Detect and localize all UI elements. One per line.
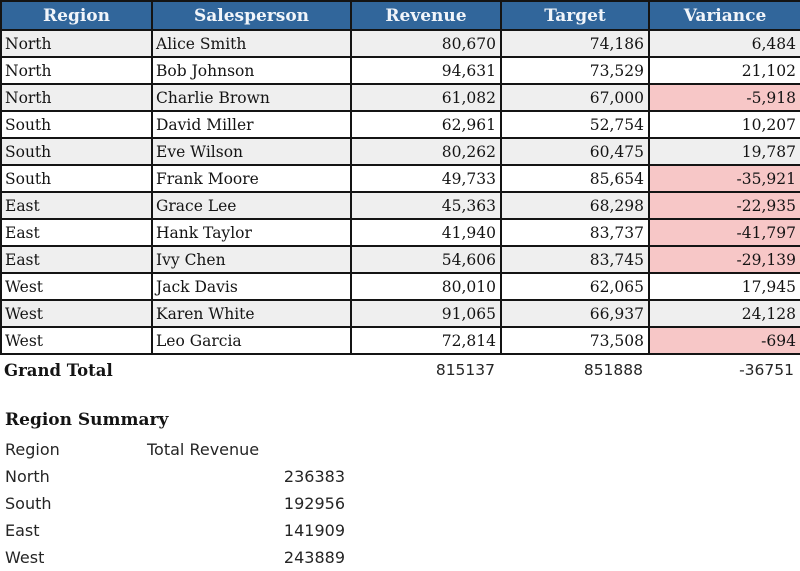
summary-total: 141909 [283,521,345,540]
cell-revenue: 94,631 [351,57,501,84]
cell-target: 67,000 [501,84,649,111]
cell-target: 83,745 [501,246,649,273]
cell-salesperson: Ivy Chen [152,246,351,273]
cell-revenue: 62,961 [351,111,501,138]
cell-target: 52,754 [501,111,649,138]
cell-revenue: 54,606 [351,246,501,273]
summary-header-row [0,436,360,463]
cell-region: West [1,300,152,327]
cell-variance: 6,484 [649,30,800,57]
summary-row [0,490,360,517]
cell-region: East [1,219,152,246]
summary-header-region: Region [5,440,60,459]
cell-target: 73,529 [501,57,649,84]
cell-variance: 17,945 [649,273,800,300]
grand-total-variance: -36751 [739,361,794,379]
grand-total-label: Grand Total [4,360,113,380]
cell-region: East [1,192,152,219]
col-header-region: Region [1,1,152,30]
cell-region: South [1,138,152,165]
table-row [1,84,800,111]
cell-revenue: 41,940 [351,219,501,246]
table-row [1,246,800,273]
cell-target: 83,737 [501,219,649,246]
cell-salesperson: Bob Johnson [152,57,351,84]
cell-salesperson: David Miller [152,111,351,138]
table-row [1,327,800,354]
cell-salesperson: Alice Smith [152,30,351,57]
grand-total-target: 851888 [583,361,643,379]
cell-region: North [1,57,152,84]
cell-region: West [1,273,152,300]
grand-total-revenue: 815137 [435,361,495,379]
col-header-revenue: Revenue [351,1,501,30]
cell-target: 85,654 [501,165,649,192]
cell-variance: 21,102 [649,57,800,84]
summary-row [0,544,360,571]
cell-target: 60,475 [501,138,649,165]
cell-region: North [1,30,152,57]
cell-variance: -5,918 [649,84,800,111]
cell-revenue: 80,010 [351,273,501,300]
cell-variance: -29,139 [649,246,800,273]
header-row [1,1,800,30]
table-row [1,111,800,138]
cell-region: South [1,165,152,192]
table-row [1,300,800,327]
sales-table-body [1,30,800,354]
summary-header-total-revenue: Total Revenue [147,440,260,459]
sales-table-header [1,1,800,30]
cell-salesperson: Eve Wilson [152,138,351,165]
table-row [1,273,800,300]
summary-rows [0,463,360,571]
summary-region: South [5,494,52,513]
cell-salesperson: Hank Taylor [152,219,351,246]
table-row [1,30,800,57]
cell-variance: -22,935 [649,192,800,219]
summary-row [0,517,360,544]
cell-revenue: 72,814 [351,327,501,354]
summary-region: East [5,521,40,540]
cell-revenue: 61,082 [351,84,501,111]
cell-revenue: 49,733 [351,165,501,192]
col-header-salesperson: Salesperson [152,1,351,30]
cell-revenue: 45,363 [351,192,501,219]
cell-target: 62,065 [501,273,649,300]
cell-salesperson: Charlie Brown [152,84,351,111]
cell-target: 66,937 [501,300,649,327]
summary-total: 243889 [283,548,345,567]
cell-salesperson: Jack Davis [152,273,351,300]
cell-variance: -41,797 [649,219,800,246]
table-row [1,219,800,246]
summary-row [0,463,360,490]
cell-region: West [1,327,152,354]
cell-region: South [1,111,152,138]
cell-variance: 10,207 [649,111,800,138]
summary-total: 192956 [283,494,345,513]
cell-target: 68,298 [501,192,649,219]
region-summary-title: Region Summary [5,410,169,430]
summary-region: North [5,467,50,486]
cell-revenue: 80,670 [351,30,501,57]
table-row [1,57,800,84]
table-row [1,192,800,219]
summary-region: West [5,548,45,567]
cell-salesperson: Leo Garcia [152,327,351,354]
cell-salesperson: Karen White [152,300,351,327]
cell-variance: 24,128 [649,300,800,327]
cell-salesperson: Frank Moore [152,165,351,192]
table-row [1,138,800,165]
col-header-variance: Variance [649,1,800,30]
cell-revenue: 91,065 [351,300,501,327]
cell-variance: 19,787 [649,138,800,165]
cell-variance: -694 [649,327,800,354]
cell-region: East [1,246,152,273]
region-summary [0,406,360,571]
cell-revenue: 80,262 [351,138,501,165]
table-row [1,165,800,192]
cell-target: 73,508 [501,327,649,354]
cell-salesperson: Grace Lee [152,192,351,219]
grand-total-row [0,356,800,384]
col-header-target: Target [501,1,649,30]
summary-total: 236383 [283,467,345,486]
cell-target: 74,186 [501,30,649,57]
cell-region: North [1,84,152,111]
cell-variance: -35,921 [649,165,800,192]
